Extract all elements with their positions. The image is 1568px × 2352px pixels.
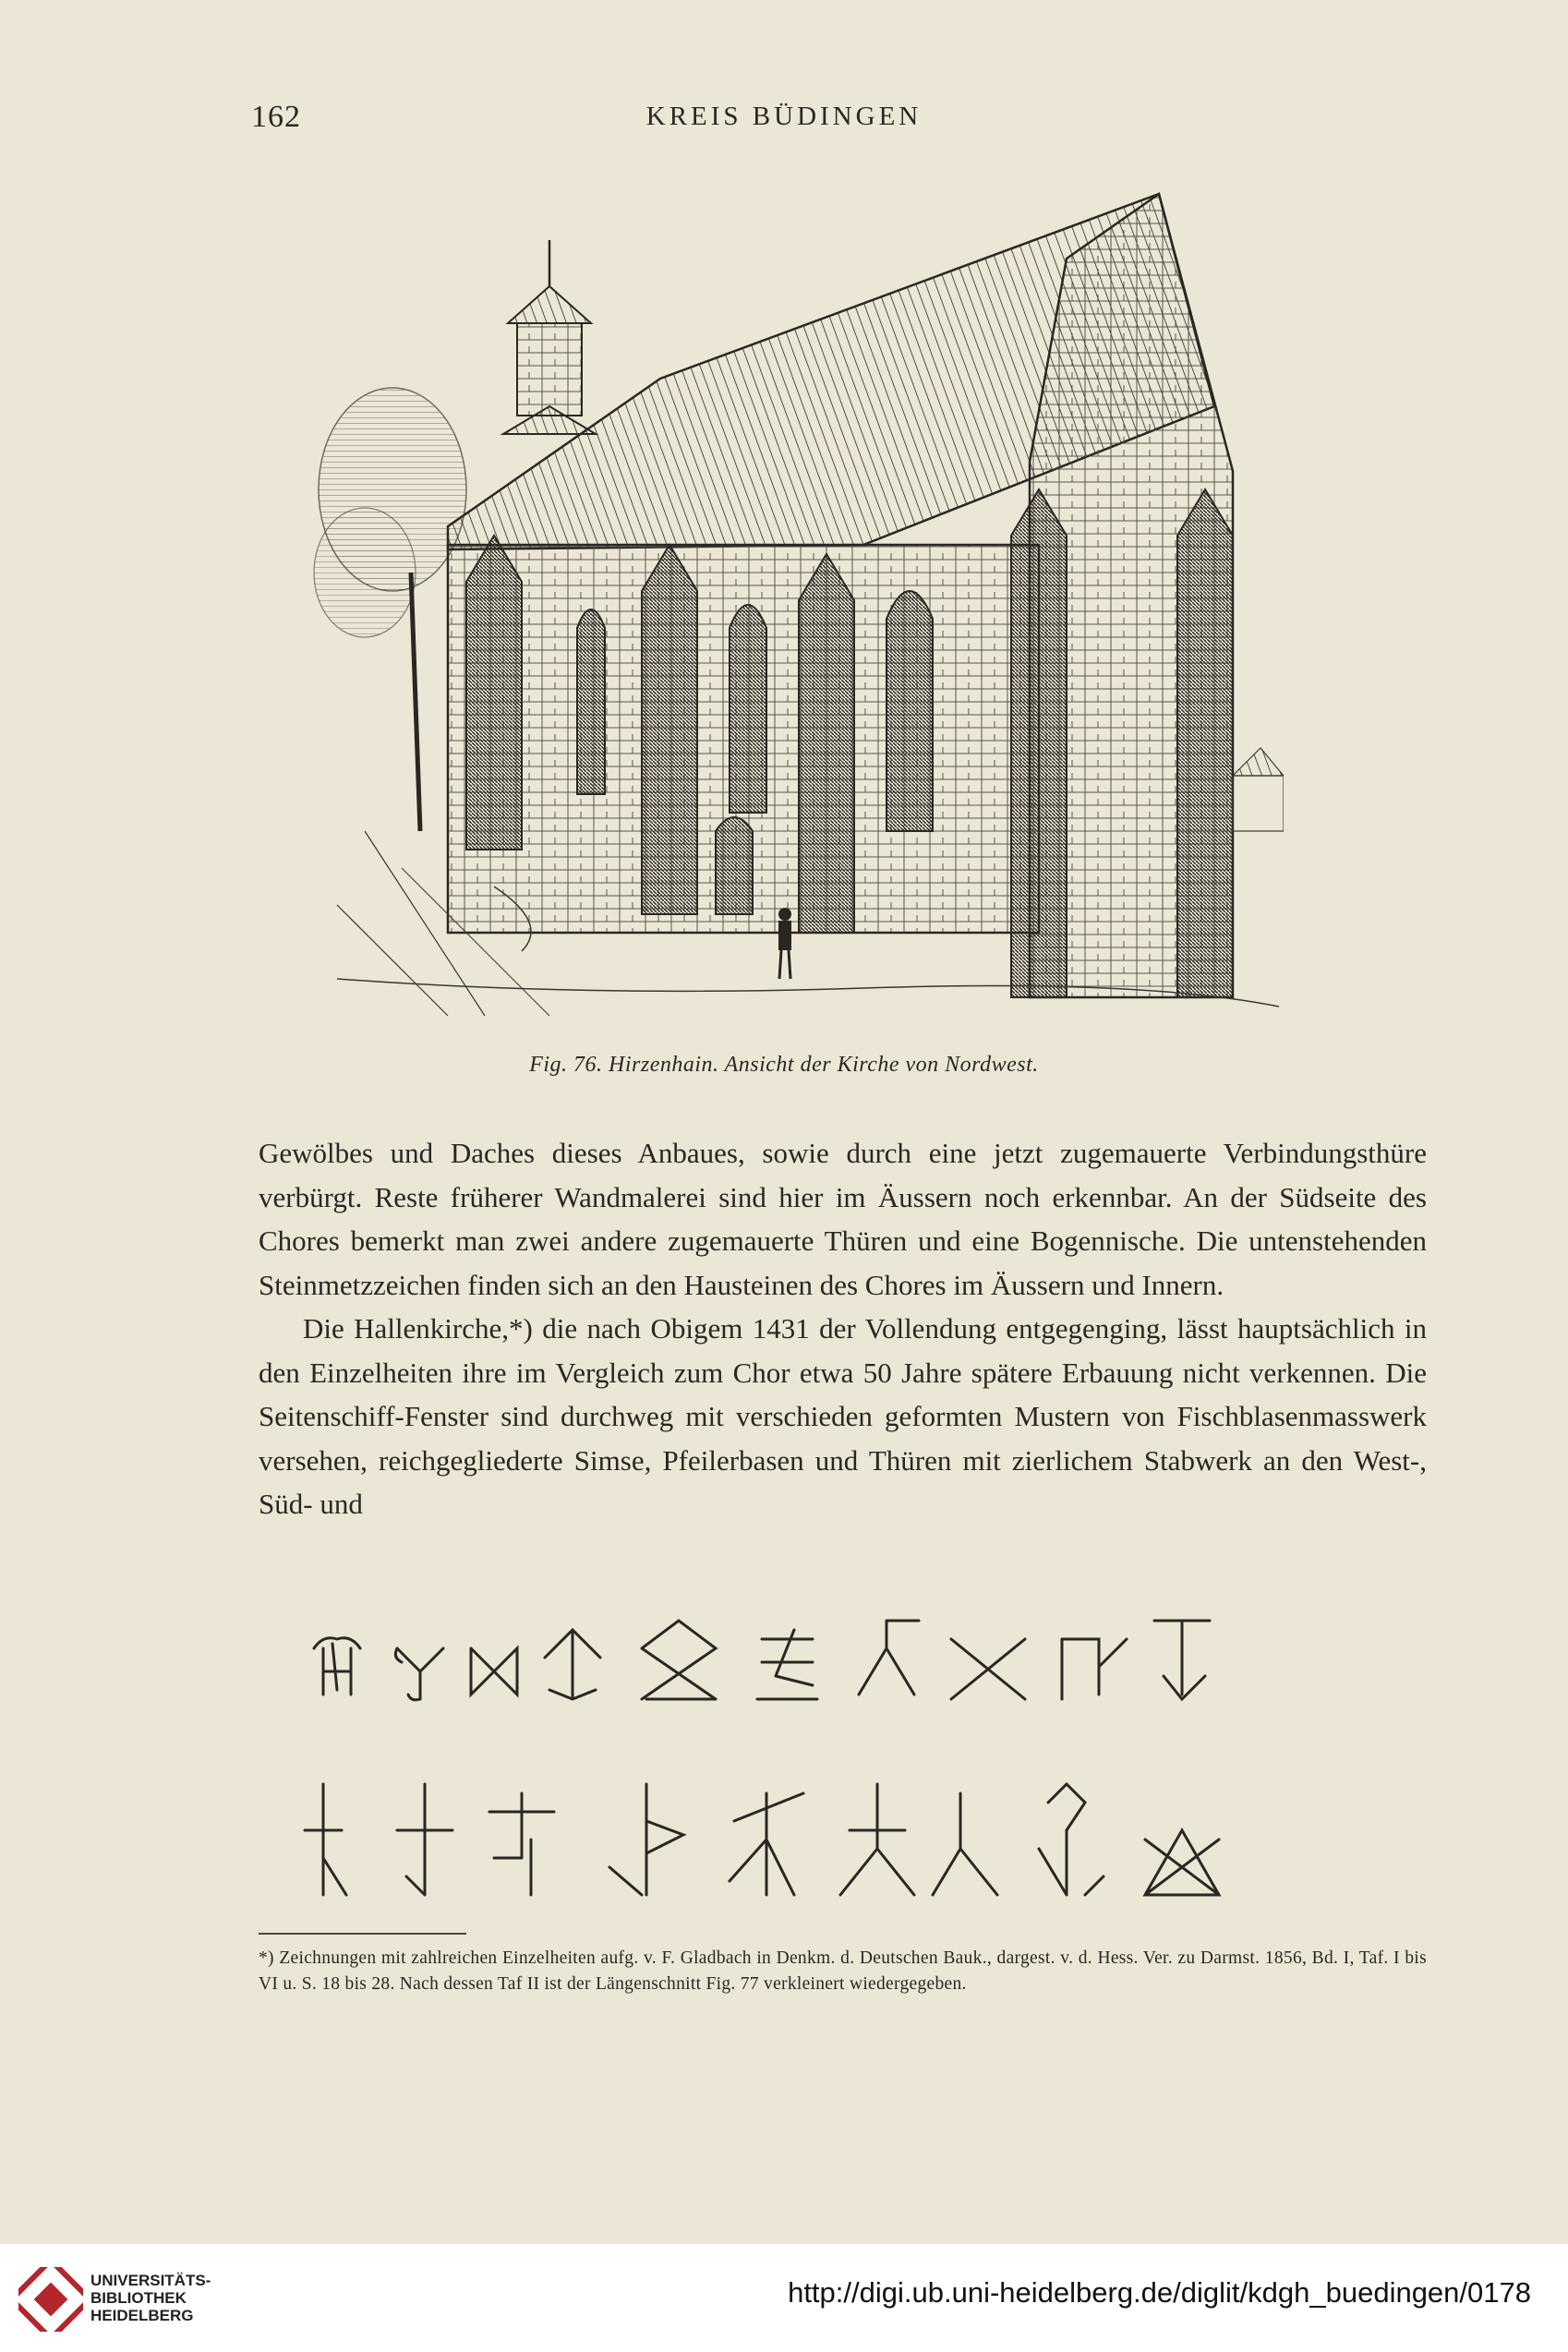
mason-mark-6 bbox=[757, 1630, 817, 1699]
body-text bbox=[259, 1131, 1427, 1526]
mason-mark-18 bbox=[1039, 1784, 1104, 1895]
mason-mark-8 bbox=[951, 1639, 1025, 1699]
running-title: KREIS BÜDINGEN bbox=[645, 102, 923, 131]
roof-turret-drawing bbox=[503, 240, 596, 434]
mason-mark-16 bbox=[840, 1784, 914, 1895]
mason-mark-14 bbox=[609, 1784, 683, 1895]
library-name-line-1: UNIVERSITÄTS- bbox=[90, 2272, 211, 2289]
stonemason-marks-row-2 bbox=[296, 1775, 1422, 1904]
mason-mark-2 bbox=[395, 1648, 443, 1700]
stonemason-marks-row-1 bbox=[296, 1602, 1422, 1704]
library-name bbox=[90, 2272, 211, 2324]
paragraph-2: Die Hallenkirche,*) die nach Obigem 1431 der Vollendung entgegenging, lässt hauptsächlich in den Einzelheiten ihre im Vergleich zum Chor etwa 50 Jahre spätere Erbauung nicht verkennen. Die Seitenschiff-Fenster sind durchweg mit verschieden geformten Mustern von Fischblasenmasswerk versehen, reichgegliederte Simse, Pfeilerbasen und Thüren mit zierlichem Stabwerk an den West-, Süd- und bbox=[259, 1312, 1427, 1520]
mason-mark-5 bbox=[642, 1621, 716, 1699]
church-door-drawing bbox=[716, 817, 753, 914]
person-figure-drawing bbox=[778, 908, 791, 979]
permalink-url[interactable]: http://digi.ub.uni-heidelberg.de/diglit/kdgh_buedingen/0178 bbox=[788, 2276, 1531, 2309]
mason-mark-17 bbox=[933, 1793, 997, 1895]
library-name-line-2: BIBLIOTHEK bbox=[90, 2289, 187, 2307]
mason-mark-7 bbox=[859, 1621, 919, 1695]
digital-library-footer bbox=[0, 2244, 1568, 2352]
page-number: 162 bbox=[251, 100, 301, 134]
mason-mark-11 bbox=[305, 1784, 346, 1895]
paragraph-1: Gewölbes und Daches dieses Anbaues, sowie durch eine jetzt zugemauerte Verbindungsthüre verbürgt. Reste früherer Wandmalerei sind hier im Äussern noch erkennbar. An der Südseite des Chores bemerkt man zwei andere zugemauerte Thüren und eine Bogennische. Die untenstehenden Steinmetzzeichen finden sich an den Hausteinen des Chores im Äussern und Innern. bbox=[259, 1137, 1427, 1301]
mason-mark-10 bbox=[1154, 1621, 1210, 1699]
tree-drawing bbox=[314, 388, 466, 831]
mason-mark-12 bbox=[397, 1784, 452, 1895]
mason-mark-19 bbox=[1145, 1830, 1219, 1895]
distant-house-drawing bbox=[1233, 748, 1284, 831]
mason-mark-4 bbox=[545, 1630, 600, 1699]
footnote-rule bbox=[259, 1933, 466, 1935]
mason-mark-1 bbox=[314, 1638, 360, 1695]
figure-caption: Fig. 76. Hirzenhain. Ansicht der Kirche von Nordwest. bbox=[529, 1053, 1039, 1077]
footnote: *) Zeichnungen mit zahlreichen Einzelheiten aufg. v. F. Gladbach in Denkm. d. Deutschen Bauk., dargest. v. d. Hess. Ver. zu Darmst. 1856, Bd. I, Taf. I bis VI u. S. 18 bis 28. Nach dessen Taf II ist der Längenschnitt Fig. 77 verkleinert wiedergegeben. bbox=[259, 1948, 1427, 1994]
university-library-logo-icon bbox=[18, 2267, 83, 2332]
library-name-line-3: HEIDELBERG bbox=[90, 2307, 194, 2324]
mason-mark-3 bbox=[471, 1648, 517, 1695]
mason-mark-13 bbox=[489, 1793, 554, 1895]
church-illustration bbox=[309, 185, 1284, 1034]
page-header bbox=[0, 100, 1568, 137]
mason-mark-9 bbox=[1062, 1639, 1127, 1699]
mason-mark-15 bbox=[730, 1793, 803, 1895]
